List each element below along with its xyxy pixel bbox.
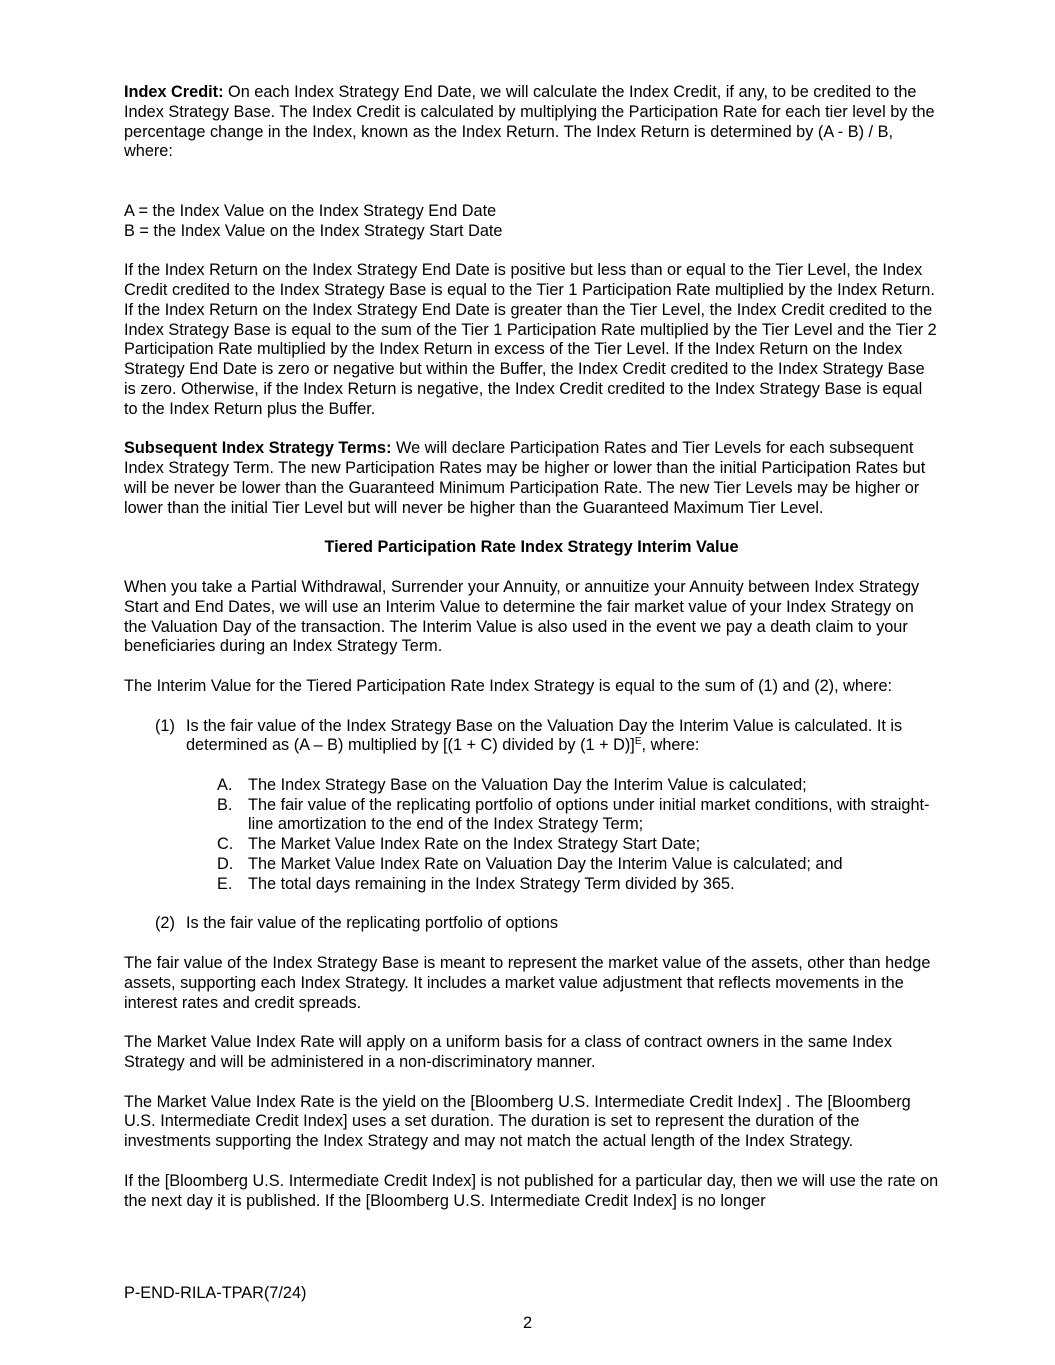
section-title: Tiered Participation Rate Index Strategy Interim Value (324, 538, 739, 557)
sub-item-c-text: The Market Value Index Rate on the Index Strategy Start Date; (248, 835, 701, 854)
page-number: 2 (522, 1314, 533, 1332)
sub-item-a-text: The Index Strategy Base on the Valuation Day the Interim Value is calculated; (248, 775, 807, 794)
subsequent-terms-heading: Subsequent Index Strategy Terms: (124, 439, 392, 458)
sub-item-a (124, 776, 939, 796)
sub-item-b-letter: B. (217, 795, 233, 814)
sub-item-e-letter: E. (217, 874, 233, 893)
list-item-1-text: Is the fair value of the Index Strategy Base on the Valuation Day the Interim Value is calculated. It is determined as (A – B) multiplied by [(1 + C) divided by (1 + D)] (186, 716, 903, 755)
subsequent-terms-paragraph (124, 439, 939, 518)
index-return-paragraph: If the Index Return on the Index Strategy End Date is positive but less than or equal to the Tier Level, the Index Credit credited to the Index Strategy Base is equal to the Tier 1 Participation Rate multiplied by the Index Return. If the Index Return on the Index Strategy End Date is greater than the Tier Level, the Index Credit credited to the Index Strategy Base is equal to the sum of the Tier 1 Participation Rate multiplied by the Tier Level and the Tier 2 Participation Rate multiplied by the Index Return in excess of the Tier Level. If the Index Return on the Index Strategy End Date is zero or negative but within the Buffer, the Index Credit credited to the Index Strategy Base is zero. Otherwise, if the Index Return is negative, the Index Credit credited to the Index Strategy Base is equal to the Index Return plus the Buffer. (124, 261, 937, 418)
document-body (124, 83, 939, 1211)
sub-item-b (124, 796, 939, 836)
subsequent-terms-text: We will declare Participation Rates and Tier Levels for each subsequent Index Strategy Term. The new Participation Rates may be higher or lower than the initial Participation Rates but will be never be lower than the Guaranteed Minimum Participation Rate. The new Tier Levels may be higher or lower than the initial Tier Level but will never be higher than the Guaranteed Maximum Tier Level. (124, 439, 926, 517)
sub-item-b-text: The fair value of the replicating portfolio of options under initial market conditions, with straight-line amortization to the end of the Index Strategy Term; (248, 795, 930, 834)
interim-sum-paragraph: The Interim Value for the Tiered Participation Rate Index Strategy is equal to the sum of (1) and (2), where: (124, 676, 893, 695)
sub-item-d (124, 855, 939, 875)
index-credit-text: On each Index Strategy End Date, we will calculate the Index Credit, if any, to be credited to the Index Strategy Base. The Index Credit is calculated by multiplying the Participation Rate for each tier level by the percentage change in the Index, known as the Index Return. The Index Return is determined by (A - B) / B, where: (124, 83, 935, 161)
definition-b: B = the Index Value on the Index Strategy Start Date (124, 221, 503, 240)
list-item-2 (124, 914, 939, 934)
list-item-2-text: Is the fair value of the replicating portfolio of options (186, 914, 558, 933)
form-number-footer: P-END-RILA-TPAR(7/24) (124, 1284, 307, 1302)
interim-intro-paragraph: When you take a Partial Withdrawal, Surrender your Annuity, or annuitize your Annuity between Index Strategy Start and End Dates, we will use an Interim Value to determine the fair market value of your Index Strategy on the Valuation Day of the transaction. The Interim Value is also used in the event we pay a death claim to your beneficiaries during an Index Strategy Term. (124, 577, 920, 656)
list-item-2-number: (2) (155, 914, 175, 933)
index-credit-paragraph (124, 83, 939, 162)
sub-item-e (124, 875, 939, 895)
sub-item-a-letter: A. (217, 775, 233, 794)
sub-item-e-text: The total days remaining in the Index Strategy Term divided by 365. (248, 874, 735, 893)
uniform-basis-paragraph: The Market Value Index Rate will apply on a uniform basis for a class of contract owners in the same Index Strategy and will be administered in a non-discriminatory manner. (124, 1033, 893, 1072)
index-credit-heading: Index Credit: (124, 83, 224, 101)
list-item-1-superscript: E (634, 736, 642, 748)
list-item-1-text-end: , where: (641, 736, 700, 755)
sub-item-c (124, 835, 939, 855)
not-published-paragraph: If the [Bloomberg U.S. Intermediate Credit Index] is not published for a particular day, then we will use the rate on the next day it is published. If the [Bloomberg U.S. Intermediate Credit Index] is no longer (124, 1171, 939, 1210)
sub-item-c-letter: C. (217, 835, 234, 854)
list-item-1 (124, 717, 939, 757)
list-item-1-number: (1) (155, 716, 175, 735)
sub-item-d-letter: D. (217, 855, 234, 874)
fair-value-paragraph: The fair value of the Index Strategy Base is meant to represent the market value of the assets, other than hedge assets, supporting each Index Strategy. It includes a market value adjustment that reflects movements in the interest rates and credit spreads. (124, 954, 931, 1012)
yield-paragraph: The Market Value Index Rate is the yield on the [Bloomberg U.S. Intermediate Credit Index] . The [Bloomberg U.S. Intermediate Credit Index] uses a set duration. The duration is set to represent the duration of the investments supporting the Index Strategy and may not match the actual length of the Index Strategy. (124, 1092, 911, 1151)
definition-a: A = the Index Value on the Index Strategy End Date (124, 201, 497, 220)
sub-item-d-text: The Market Value Index Rate on Valuation Day the Interim Value is calculated; and (248, 855, 843, 874)
